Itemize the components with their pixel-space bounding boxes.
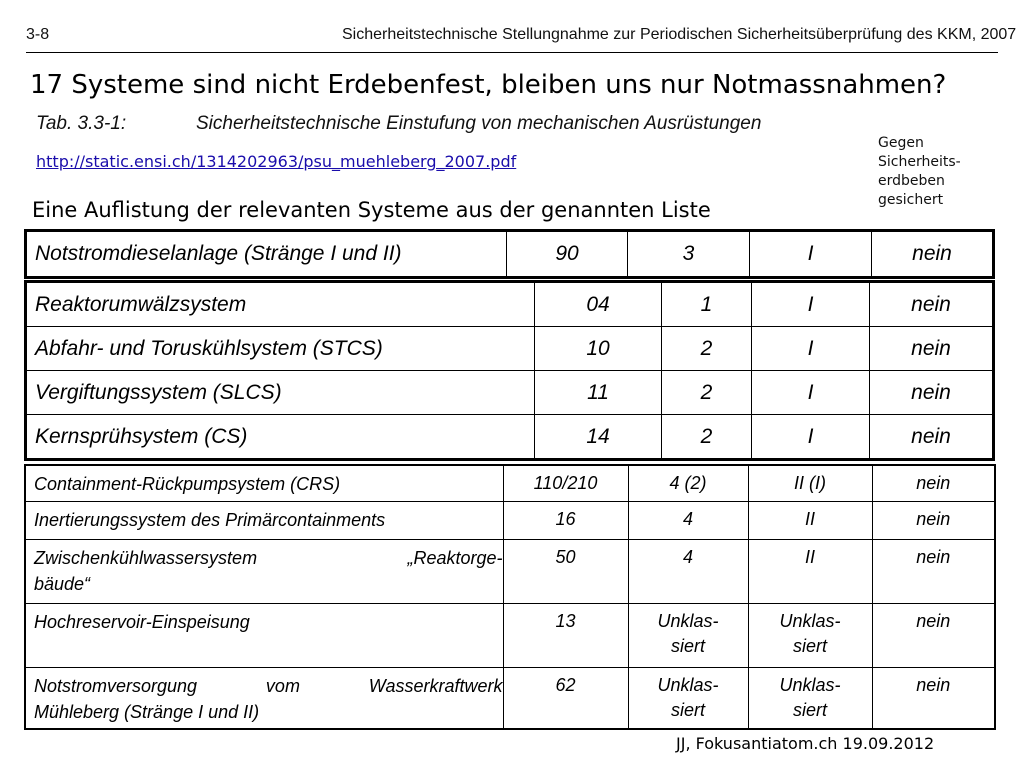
slide-title: 17 Systeme sind nicht Erdebenfest, bleiben uns nur Notmassnahmen? xyxy=(30,70,947,100)
system-name xyxy=(25,603,503,667)
system-name xyxy=(25,465,503,501)
safety-class-line: 4 (2) xyxy=(669,473,707,493)
system-name-line: Mühleberg (Stränge I und II) xyxy=(34,701,260,722)
seismic-class-line: II (I) xyxy=(794,473,826,493)
safety-class xyxy=(628,539,748,603)
system-name: Notstromdieselanlage (Stränge I und II) xyxy=(26,231,507,278)
seismic-class: I xyxy=(752,282,870,327)
system-code: 13 xyxy=(503,603,628,667)
system-code: 62 xyxy=(503,667,628,729)
safety-class-line: siert xyxy=(670,635,705,656)
system-name-line: bäude“ xyxy=(34,573,91,594)
system-name-line: Notstromversorgung vom Wasserkraftwerk xyxy=(34,675,503,696)
seismic-class-line: siert xyxy=(792,699,827,720)
table-row xyxy=(25,539,995,603)
system-name-line: Inertierungssystem des Primärcontainments xyxy=(34,509,386,530)
column-note xyxy=(878,134,988,210)
safety-class xyxy=(628,501,748,539)
safety-class-line: siert xyxy=(670,699,705,720)
seismic-class-line: Unklas- xyxy=(779,610,841,631)
column-note-line: Sicherheits- xyxy=(878,154,961,170)
safety-class xyxy=(628,667,748,729)
seismic-class xyxy=(748,465,872,501)
column-note-line: erdbeben xyxy=(878,173,945,189)
system-name: Kernsprühsystem (CS) xyxy=(26,415,535,460)
system-name: Vergiftungssystem (SLCS) xyxy=(26,371,535,415)
system-name xyxy=(25,667,503,729)
column-note-line: Gegen xyxy=(878,135,924,151)
source-link[interactable]: http://static.ensi.ch/1314202963/psu_muehleberg_2007.pdf xyxy=(36,152,517,171)
system-code: 50 xyxy=(503,539,628,603)
system-code: 04 xyxy=(535,282,662,327)
table-row xyxy=(26,282,994,327)
safety-class: 3 xyxy=(628,231,750,278)
safety-class xyxy=(628,603,748,667)
system-name-line: Zwischenkühlwassersystem „Reaktorge- xyxy=(34,547,503,568)
table-row xyxy=(26,231,994,278)
column-note-line: gesichert xyxy=(878,192,944,208)
seismic-class: I xyxy=(752,415,870,460)
safety-class-line: Unklas- xyxy=(657,674,719,695)
seismic-class: I xyxy=(752,327,870,371)
slide-subtitle: Eine Auflistung der relevanten Systeme aus der genannten Liste xyxy=(32,198,711,222)
system-table-2 xyxy=(24,280,995,461)
seismic-class-line: II xyxy=(804,546,815,567)
earthquake-secured: nein xyxy=(872,231,994,278)
earthquake-secured: nein xyxy=(870,327,994,371)
system-name-line: Containment-Rückpumpsystem (CRS) xyxy=(34,474,341,494)
table-row xyxy=(25,667,995,729)
safety-class-line: 4 xyxy=(682,546,693,567)
table-row xyxy=(25,603,995,667)
earthquake-secured: nein xyxy=(872,603,995,667)
safety-class: 2 xyxy=(662,415,752,460)
header-rule xyxy=(26,52,998,53)
seismic-class-line: siert xyxy=(792,635,827,656)
earthquake-secured: nein xyxy=(872,539,995,603)
safety-class: 2 xyxy=(662,371,752,415)
earthquake-secured: nein xyxy=(872,667,995,729)
safety-class: 2 xyxy=(662,327,752,371)
system-code: 110/210 xyxy=(503,465,628,501)
seismic-class xyxy=(748,667,872,729)
earthquake-secured: nein xyxy=(870,371,994,415)
table-row xyxy=(26,327,994,371)
seismic-class: I xyxy=(750,231,872,278)
system-name xyxy=(25,539,503,603)
system-name xyxy=(25,501,503,539)
safety-class: 1 xyxy=(662,282,752,327)
safety-class-line: 4 xyxy=(682,508,693,529)
system-code: 16 xyxy=(503,501,628,539)
table-row xyxy=(26,415,994,460)
system-table-1 xyxy=(24,229,995,279)
system-code: 11 xyxy=(535,371,662,415)
table-caption-text: Sicherheitstechnische Einstufung von mechanischen Ausrüstungen xyxy=(196,113,762,134)
table-row xyxy=(25,465,995,501)
safety-class xyxy=(628,465,748,501)
seismic-class xyxy=(748,501,872,539)
system-code: 90 xyxy=(507,231,628,278)
earthquake-secured: nein xyxy=(872,465,995,501)
safety-class-line: Unklas- xyxy=(657,610,719,631)
system-name: Abfahr- und Toruskühlsystem (STCS) xyxy=(26,327,535,371)
seismic-class-line: Unklas- xyxy=(779,674,841,695)
system-name: Reaktorumwälzsystem xyxy=(26,282,535,327)
seismic-class xyxy=(748,603,872,667)
seismic-class-line: II xyxy=(804,508,815,529)
table-caption-label: Tab. 3.3-1: xyxy=(36,113,127,134)
system-code: 14 xyxy=(535,415,662,460)
earthquake-secured: nein xyxy=(870,282,994,327)
earthquake-secured: nein xyxy=(870,415,994,460)
earthquake-secured: nein xyxy=(872,501,995,539)
table-row xyxy=(26,371,994,415)
page-number: 3-8 xyxy=(26,26,50,43)
footer-credit: JJ, Fokusantiatom.ch 19.09.2012 xyxy=(676,734,935,753)
table-row xyxy=(25,501,995,539)
system-name-line: Hochreservoir-Einspeisung xyxy=(34,611,250,632)
seismic-class: I xyxy=(752,371,870,415)
system-code: 10 xyxy=(535,327,662,371)
document-title: Sicherheitstechnische Stellungnahme zur Periodischen Sicherheitsüberprüfung des KKM, 2007 xyxy=(342,26,1017,43)
system-table-3 xyxy=(24,464,996,730)
seismic-class xyxy=(748,539,872,603)
